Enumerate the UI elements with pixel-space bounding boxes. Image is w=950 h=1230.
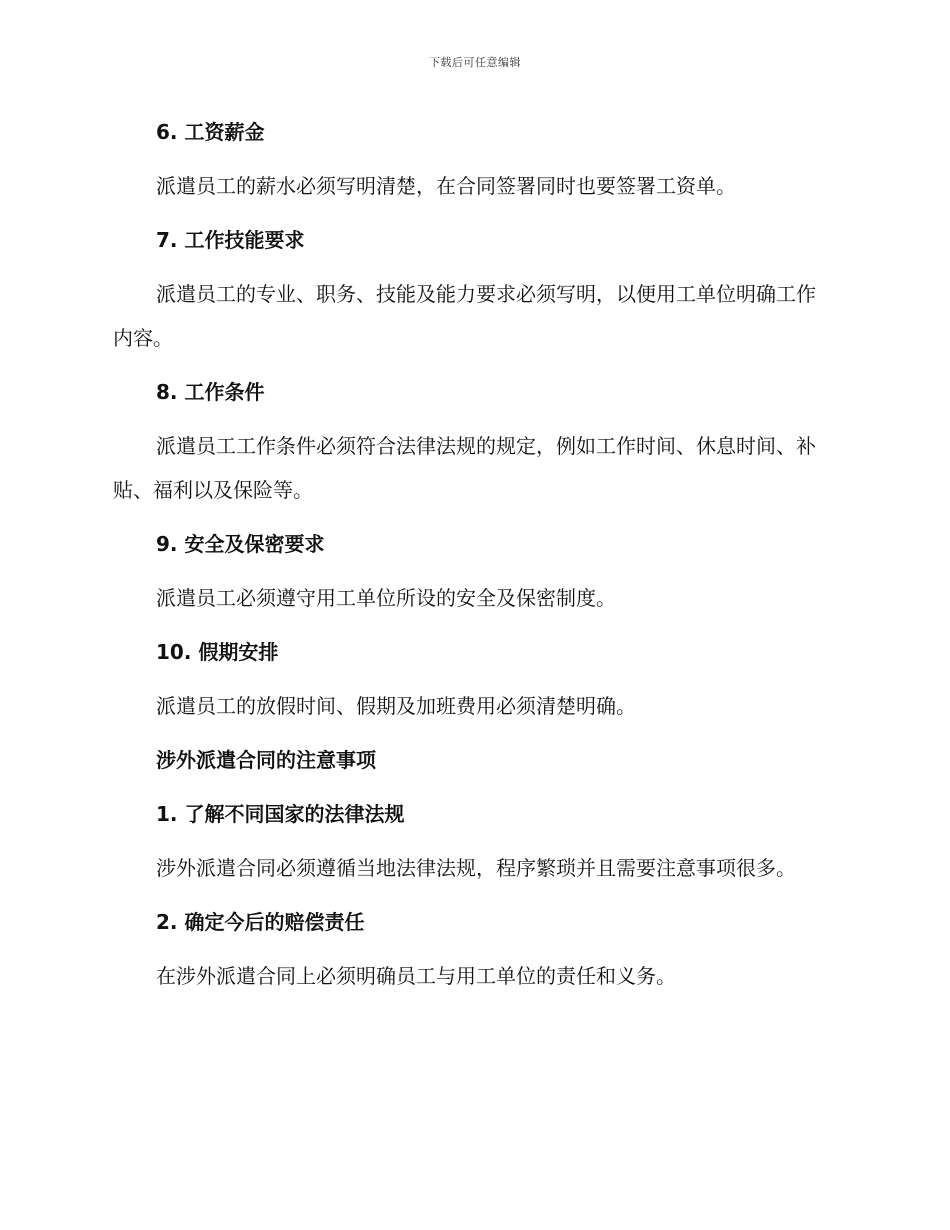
paragraph-conditions: 派遣员工工作条件必须符合法律法规的规定，例如工作时间、休息时间、补贴、福利以及保险等。 [113, 434, 816, 502]
paragraph-holidays: 派遣员工的放假时间、假期及加班费用必须清楚明确。 [156, 694, 636, 718]
document-body [113, 110, 833, 1008]
paragraph-laws: 涉外派遣合同必须遵循当地法律法规，程序繁琐并且需要注意事项很多。 [156, 856, 796, 880]
section-heading-conditions: 8. 工作条件 [156, 380, 265, 404]
paragraph-liability: 在涉外派遣合同上必须明确员工与用工单位的责任和义务。 [156, 964, 676, 988]
page-header: 下载后可任意编辑 [429, 56, 521, 69]
paragraph-salary: 派遣员工的薪水必须写明清楚，在合同签署同时也要签署工资单。 [156, 174, 736, 198]
section-heading-liability: 2. 确定今后的赔偿责任 [156, 910, 365, 934]
section-heading-skills: 7. 工作技能要求 [156, 228, 305, 252]
section-heading-laws: 1. 了解不同国家的法律法规 [156, 802, 405, 826]
paragraph-skills: 派遣员工的专业、职务、技能及能力要求必须写明，以便用工单位明确工作内容。 [113, 282, 816, 350]
paragraph-security: 派遣员工必须遵守用工单位所设的安全及保密制度。 [156, 586, 616, 610]
section-heading-security: 9. 安全及保密要求 [156, 532, 325, 556]
section-heading-holidays: 10. 假期安排 [156, 640, 279, 664]
section-heading-salary: 6. 工资薪金 [156, 120, 265, 144]
section-heading-foreign-notes: 涉外派遣合同的注意事项 [156, 748, 376, 772]
